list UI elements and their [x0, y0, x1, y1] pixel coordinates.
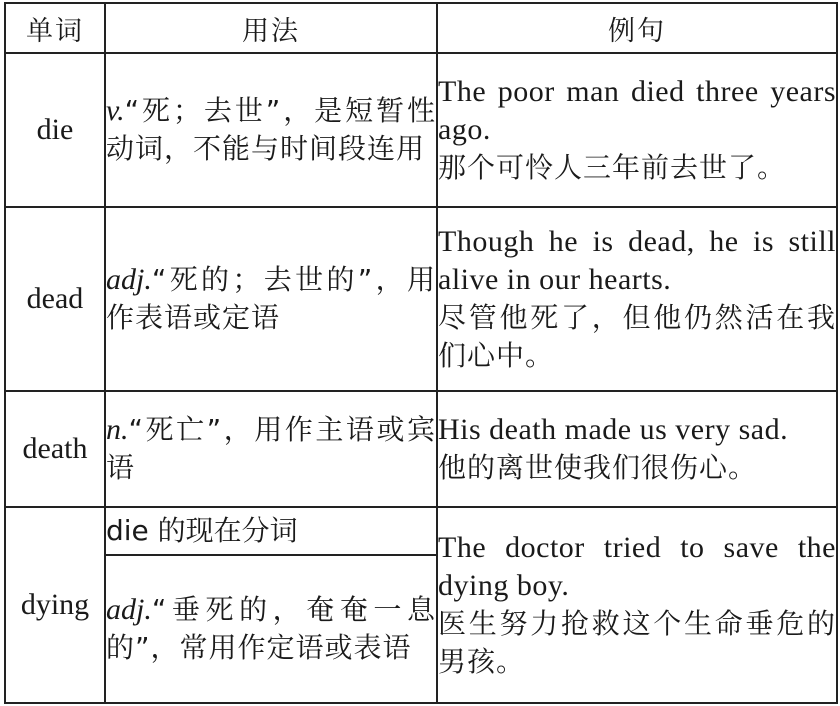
- example-cell: [437, 53, 837, 207]
- usage-cell: [105, 555, 437, 703]
- example-english: The doctor tried to save the dying boy.: [438, 531, 836, 602]
- part-of-speech: adj.: [106, 593, 152, 626]
- word-cell: dying: [5, 507, 105, 703]
- example-english: Though he is dead, he is still alive in our hearts.: [438, 225, 836, 296]
- word-cell: dead: [5, 207, 105, 391]
- usage-text: “死亡”，用作主语或宾语: [106, 413, 436, 484]
- word-cell: die: [5, 53, 105, 207]
- example-english: The poor man died three years ago.: [438, 75, 836, 146]
- example-chinese: 他的离世使我们很伤心。: [438, 451, 758, 484]
- header-usage: 用法: [105, 3, 437, 53]
- header-example: 例句: [437, 3, 837, 53]
- example-chinese: 那个可怜人三年前去世了。: [438, 151, 787, 184]
- vocabulary-table: [4, 2, 838, 704]
- usage-cell: [105, 53, 437, 207]
- usage-sub-cell: die 的现在分词: [105, 507, 437, 555]
- header-word: 单词: [5, 3, 105, 53]
- header-row: [5, 3, 837, 53]
- part-of-speech: adj.: [106, 263, 152, 296]
- example-chinese: 医生努力抢救这个生命垂危的男孩。: [438, 607, 836, 678]
- example-cell: [437, 507, 837, 703]
- example-cell: [437, 207, 837, 391]
- table-row: [5, 53, 837, 207]
- usage-text: “垂死的，奄奄一息的”，常用作定语或表语: [106, 593, 436, 664]
- example-chinese: 尽管他死了，但他仍然活在我们心中。: [438, 301, 836, 372]
- usage-cell: [105, 391, 437, 507]
- table-row: [5, 207, 837, 391]
- example-cell: [437, 391, 837, 507]
- part-of-speech: v.: [106, 94, 125, 127]
- table-row: [5, 391, 837, 507]
- part-of-speech: n.: [106, 413, 129, 446]
- usage-text: “死；去世”，是短暂性动词，不能与时间段连用: [106, 94, 436, 165]
- word-cell: death: [5, 391, 105, 507]
- usage-text: “死的；去世的”，用作表语或定语: [106, 263, 436, 334]
- example-english: His death made us very sad.: [438, 413, 789, 446]
- table-row: [5, 507, 837, 555]
- usage-cell: [105, 207, 437, 391]
